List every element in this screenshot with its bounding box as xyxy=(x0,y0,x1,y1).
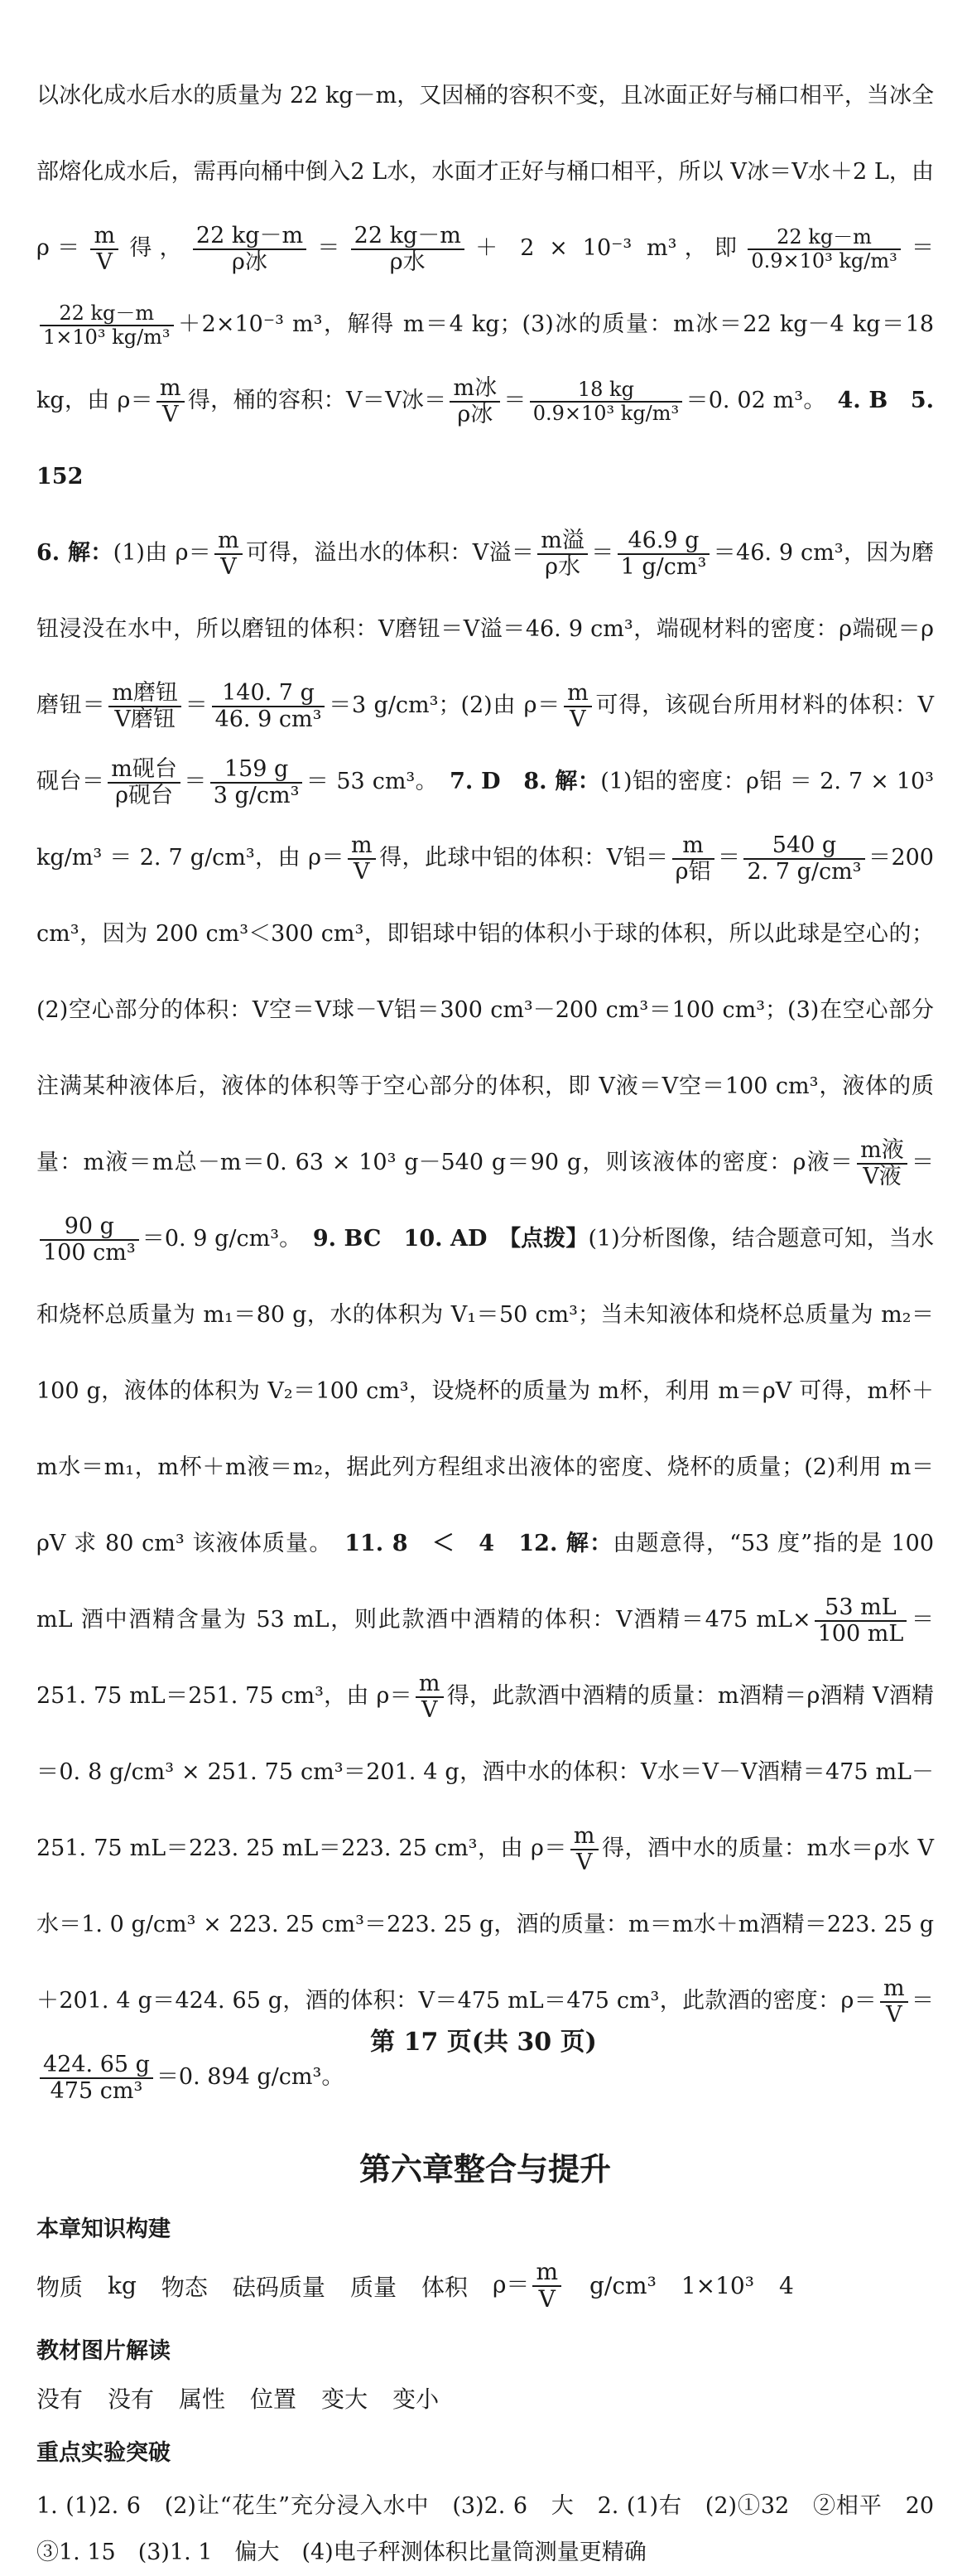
answer-11: 11. 8 ＜ 4 xyxy=(344,1531,495,1556)
fraction: $\frac{22 kg-m}{\text{ρ冰}}$ xyxy=(193,224,306,274)
fraction: $\frac{\text{m冰}}{\text{ρ冰}}$ xyxy=(450,376,500,427)
question-8-lead: 8. 解： xyxy=(523,769,601,794)
answer-item: 质量 xyxy=(349,2273,397,2301)
fraction: $\frac{18 kg}{\text{0.9×10³ kg/m³}}$ xyxy=(530,379,682,424)
fraction: $\frac{53 mL}{100 mL}$ xyxy=(815,1595,907,1646)
answer-4: 4. B xyxy=(837,388,888,413)
fraction: $\frac{m}{V}$ xyxy=(348,833,376,884)
answer-paragraph-1: 以冰化成水后水的质量为 22 kg－m，又因桶的容积不变，且冰面正好与桶口相平，当冰全部熔化成水后，需再向桶中倒入2 L水，水面才正好与桶口相平，所以 V冰＝V水＋2 L，由 ρ＝ $\frac{m}{V}$ 得， $\frac{22 kg-m}{\text{ρ冰}}$ ＝ $\frac{22 kg-m}{\text{ρ水}}$ ＋ 2 × 10⁻³ m³，即 $\frac{22 kg-m}{\text{0.9×10³ kg/m³}}$ ＝ $\frac{22 kg-m}{\text{1×10³ kg/m³}}$ ＋2×10⁻³ m³，解得 m＝4 kg；(3)冰的质量：m冰＝22 kg－4 kg＝18 kg，由 ρ＝ $\frac{m}{V}$ 得，桶的容积：V＝V冰＝ $\frac{\text{m冰}}{\text{ρ冰}}$ ＝ $\frac{18 kg}{\text{0.9×10³ kg/m³}}$ ＝0. 02 m³。 4. B 5. 152 xyxy=(36,83,935,490)
fraction: $\frac{m}{V}$ xyxy=(416,1672,444,1722)
answer-item: 变小 xyxy=(392,2385,440,2413)
question-6-lead: 6. 解： xyxy=(36,540,113,566)
answer-item: g/cm³ xyxy=(589,2272,657,2300)
answer-item: 变大 xyxy=(321,2385,368,2413)
answer-item: 体积 xyxy=(421,2273,468,2301)
fraction: $\frac{\text{m溢}}{\text{ρ水}}$ xyxy=(537,528,588,579)
density-formula: ρ＝ $\frac{m}{V}$ xyxy=(493,2260,565,2313)
figure-answers xyxy=(36,2381,934,2414)
fraction: $\frac{140. 7 g}{\text{46. 9 cm³}}$ xyxy=(212,681,325,731)
fraction: $\frac{90 g}{\text{100 cm³}}$ xyxy=(40,1214,139,1265)
fraction: $\frac{22 kg-m}{\text{ρ水}}$ xyxy=(351,224,464,274)
fraction: $\frac{m}{\text{ρ铝}}$ xyxy=(672,833,714,884)
knowledge-answers xyxy=(36,2260,934,2313)
experiment-answers: 1. (1)2. 6 (2)让“花生”充分浸入水中 (3)2. 6 大 2. (1)右 (2)①32 ②相平 20 ③1. 15 (3)1. 1 偏大 (4)电子秤测体积比量筒测量更精确 xyxy=(36,2492,956,2565)
fraction: $\frac{\text{m磨钮}}{\text{V磨钮}}$ xyxy=(108,681,181,731)
page-footer: 第 17 页(共 30 页) xyxy=(370,2028,597,2057)
fraction: $\frac{540 g}{\text{2. 7 g/cm³}}$ xyxy=(743,833,864,884)
answer-item: 砝码质量 xyxy=(232,2273,325,2301)
answer-item: 位置 xyxy=(250,2385,297,2413)
answer-item: 没有 xyxy=(36,2385,84,2413)
chapter-title: 第六章整合与提升 xyxy=(358,2151,611,2188)
fraction: $\frac{\text{m液}}{\text{V液}}$ xyxy=(857,1138,907,1189)
answer-item: 4 xyxy=(778,2272,794,2300)
answer-item: 物质 xyxy=(36,2273,84,2301)
section-experiment-title: 重点实验突破 xyxy=(36,2439,171,2466)
fraction: $\frac{46.9 g}{\text{1 g/cm³}}$ xyxy=(618,528,710,579)
section-figures-title: 教材图片解读 xyxy=(36,2337,171,2364)
fraction: $\frac{m}{V}$ xyxy=(90,224,118,274)
fraction: $\frac{m}{V}$ xyxy=(532,2260,561,2313)
answer-item: 物态 xyxy=(161,2273,208,2301)
tip-label: 【点拨】 xyxy=(509,1226,589,1252)
fraction: $\frac{m}{V}$ xyxy=(564,681,592,731)
fraction: $\frac{\text{m砚台}}{\text{ρ砚台}}$ xyxy=(108,757,180,808)
fraction: $\frac{424. 65 g}{\text{475 cm³}}$ xyxy=(40,2053,153,2103)
text: 以冰化成水后水的质量为 22 kg－m，又因桶的容积不变，且冰面正好与桶口相平，当冰全部熔化成水后，需再向桶中倒入2 L水，水面才正好与桶口相平，所以 V冰＝V水＋2 L，由 ρ＝ xyxy=(36,83,934,261)
fraction: $\frac{m}{V}$ xyxy=(214,528,243,579)
fraction: $\frac{22 kg-m}{\text{0.9×10³ kg/m³}}$ xyxy=(748,226,900,272)
fraction: $\frac{m}{V}$ xyxy=(880,1976,908,2027)
fraction: $\frac{m}{V}$ xyxy=(156,376,185,427)
fraction: $\frac{159 g}{\text{3 g/cm³}}$ xyxy=(210,757,303,808)
fraction: $\frac{22 kg-m}{\text{1×10³ kg/m³}}$ xyxy=(40,302,174,348)
answer-item: 属性 xyxy=(179,2385,226,2413)
answer-paragraph-2: 6. 解：(1)由 ρ＝ $\frac{m}{V}$ 可得，溢出水的体积：V溢＝ $\frac{\text{m溢}}{\text{ρ水}}$ ＝ $\frac{46.9 g}{\text{1 g/cm³}}$ ＝46. 9 cm³，因为磨钮浸没在水中，所以磨钮的体积：V磨钮＝V溢＝46. 9 cm³，端砚材料的密度：ρ端砚＝ρ磨钮＝ $\frac{\text{m磨钮}}{\text{V磨钮}}$ ＝ $\frac{140. 7 g}{\text{46. 9 cm³}}$ ＝3 g/cm³；(2)由 ρ＝ $\frac{m}{V}$ 可得，该砚台所用材料的体积：V砚台＝ $\frac{\text{m砚台}}{\text{ρ砚台}}$ ＝ $\frac{159 g}{\text{3 g/cm³}}$ ＝ 53 cm³。 7. D 8. 解：(1)铝的密度：ρ铝 ＝ 2. 7 × 10³ kg/m³ ＝ 2. 7 g/cm³，由 ρ＝ $\frac{m}{V}$ 得，此球中铝的体积：V铝＝ $\frac{m}{\text{ρ铝}}$ ＝ $\frac{540 g}{\text{2. 7 g/cm³}}$ ＝200 cm³，因为 200 cm³＜300 cm³，即铝球中铝的体积小于球的体积，所以此球是空心的；(2)空心部分的体积：V空＝V球－V铝＝300 cm³－200 cm³＝100 cm³；(3)在空心部分注满某种液体后，液体的体积等于空心部分的体积，即 V液＝V空＝100 cm³，液体的质量：m液＝m总－m＝0. 63 × 10³ g－540 g＝90 g，则该液体的密度：ρ液＝ $\frac{\text{m液}}{\text{V液}}$ ＝ $\frac{90 g}{\text{100 cm³}}$ ＝0. 9 g/cm³。 9. BC 10. AD 【点拨】(1)分析图像，结合题意可知，当水和烧杯总质量为 m₁＝80 g，水的体积为 V₁＝50 cm³；当未知液体和烧杯总质量为 m₂＝100 g，液体的体积为 V₂＝100 cm³，设烧杯的质量为 m杯，利用 m＝ρV 可得，m杯＋m水＝m₁，m杯＋m液＝m₂，据此列方程组求出液体的密度、烧杯的质量；(2)利用 m＝ρV 求 80 cm³ 该液体质量。 11. 8 ＜ 4 12. 解：由题意得，“53 度”指的是 100 mL 酒中酒精含量为 53 mL，则此款酒中酒精的体积：V酒精＝475 mL× $\frac{53 mL}{100 mL}$ ＝251. 75 mL＝251. 75 cm³，由 ρ＝ $\frac{m}{V}$ 得，此款酒中酒精的质量：m酒精＝ρ酒精 V酒精＝0. 8 g/cm³ × 251. 75 cm³＝201. 4 g，酒中水的体积：V水＝V－V酒精＝475 mL－251. 75 mL＝223. 25 mL＝223. 25 cm³，由 ρ＝ $\frac{m}{V}$ 得，酒中水的质量：m水＝ρ水 V水＝1. 0 g/cm³ × 223. 25 cm³＝223. 25 g，酒的质量：m＝m水＋m酒精＝223. 25 g＋201. 4 g＝424. 65 g，酒的体积：V＝475 mL＝475 cm³，此款酒的密度：ρ＝ $\frac{m}{V}$ ＝ $\frac{424. 65 g}{\text{475 cm³}}$ ＝0. 894 g/cm³。 xyxy=(36,527,935,2104)
answer-item: 没有 xyxy=(108,2385,155,2413)
fraction: $\frac{m}{V}$ xyxy=(570,1824,599,1874)
question-12-lead: 12. 解： xyxy=(518,1531,613,1556)
answer-item: kg xyxy=(108,2272,137,2300)
answer-10: 10. AD xyxy=(403,1226,488,1252)
answer-item: 1×10³ xyxy=(681,2272,754,2300)
answer-7: 7. D xyxy=(450,769,501,794)
answer-9: 9. BC xyxy=(312,1226,382,1252)
answer-5: 5. 152 xyxy=(36,388,934,490)
section-knowledge-title: 本章知识构建 xyxy=(36,2217,171,2242)
